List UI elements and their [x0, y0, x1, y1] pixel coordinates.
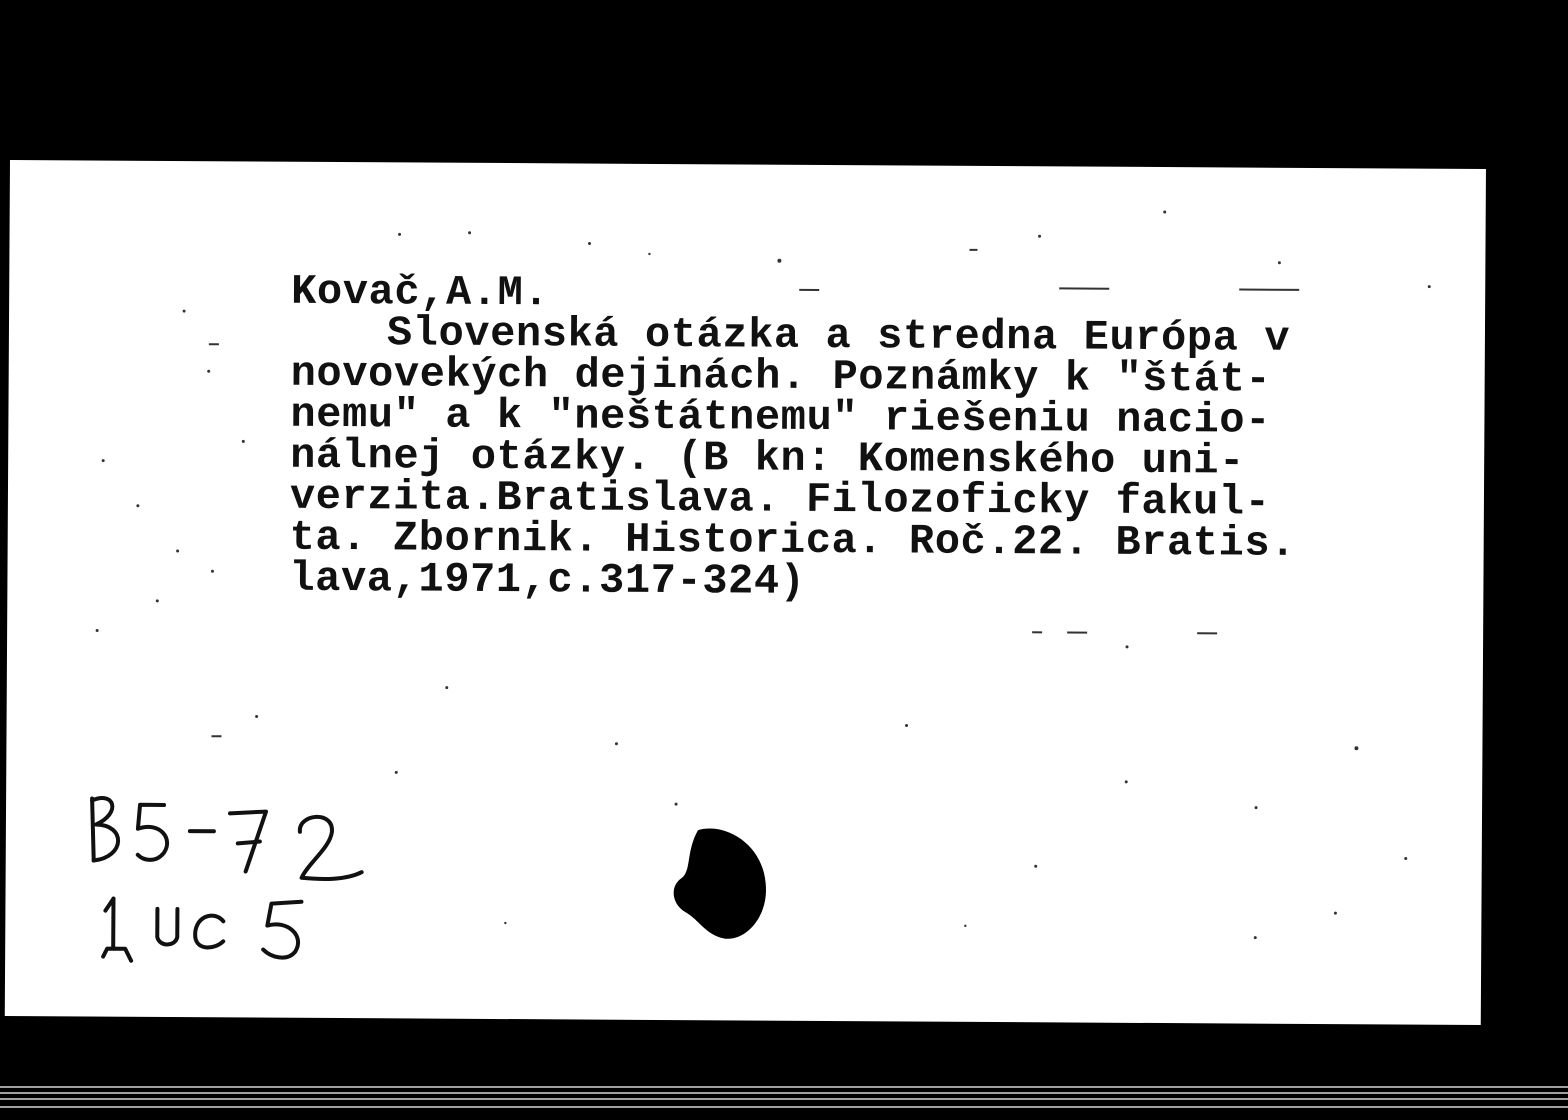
title-line-4: nálnej otázky. (B kn: Komenského uni- — [290, 431, 1246, 486]
title-line-6: ta. Zbornik. Historica. Roč.22. Bratis. — [289, 513, 1297, 568]
author-line: Kovač,A.M. — [291, 267, 550, 318]
catalog-card — [5, 160, 1486, 1025]
title-line-1: Slovenská otázka a stredna Európa v — [386, 309, 1291, 363]
punch-hole — [665, 824, 776, 945]
title-line-3: nemu" a k "neštátnemu" riešeniu nacio- — [290, 390, 1272, 445]
catalog-entry — [289, 267, 1297, 606]
title-line-2: novovekých dejinách. Poznámky k "štát- — [290, 349, 1272, 404]
handwritten-call-number — [83, 790, 384, 972]
scanner-edge-lines — [0, 1080, 1568, 1120]
title-line-5: verzita.Bratislava. Filozoficky fakul- — [289, 472, 1271, 527]
title-line-7: lava,1971,c.317-324) — [289, 554, 806, 606]
